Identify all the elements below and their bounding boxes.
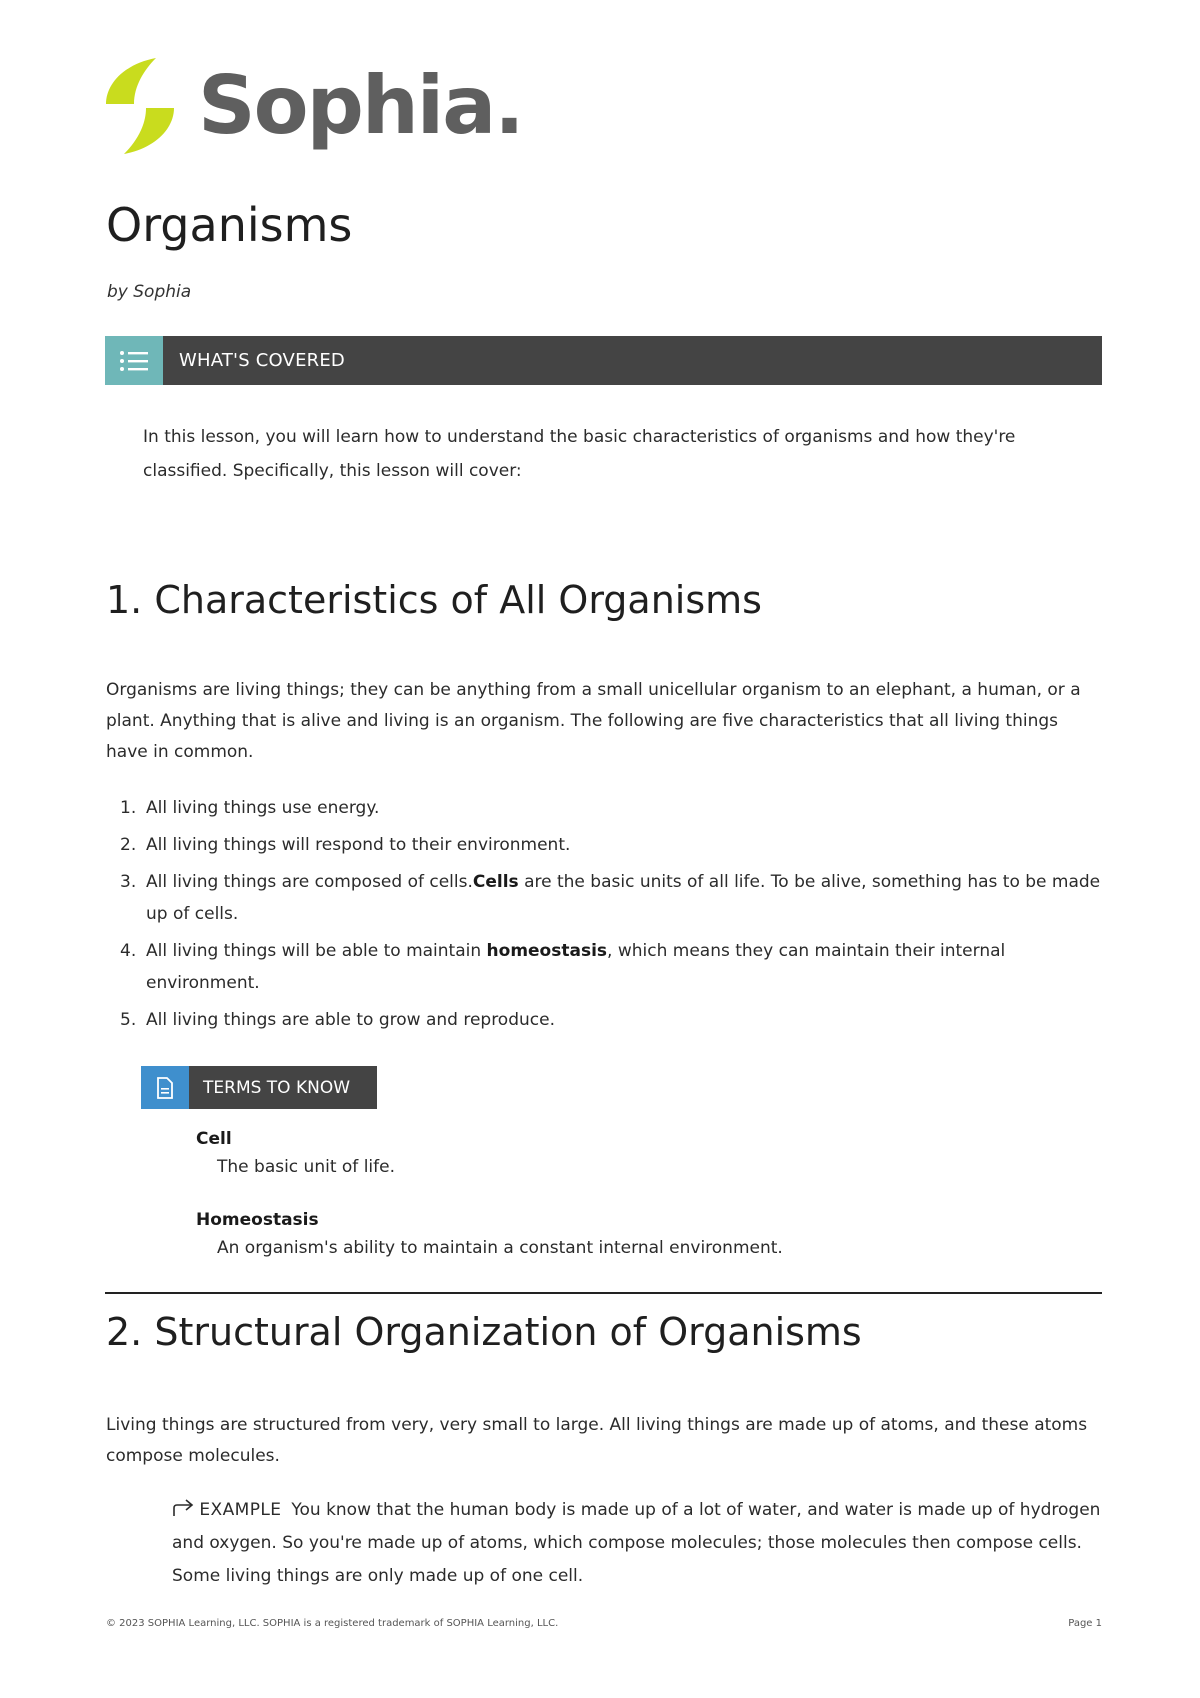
- list-item: 4. All living things will be able to maintain homeostasis, which means they can maintain their internal environment.: [120, 941, 1006, 993]
- terms-to-know-label: TERMS TO KNOW: [203, 1077, 351, 1098]
- term-definition: An organism's ability to maintain a constant internal environment.: [217, 1238, 783, 1258]
- footer-page-number: Page 1: [1068, 1618, 1102, 1629]
- list-icon: [105, 336, 163, 385]
- arrow-right-icon: [172, 1499, 194, 1517]
- term-homeostasis: homeostasis: [486, 941, 608, 961]
- byline: by Sophia: [107, 282, 192, 302]
- section-divider: [105, 1292, 1102, 1294]
- page-title: Organisms: [106, 198, 353, 252]
- logo-dot: .: [494, 59, 523, 152]
- footer-copyright: © 2023 SOPHIA Learning, LLC. SOPHIA is a registered trademark of SOPHIA Learning, LLC.: [106, 1618, 559, 1629]
- term-entry: [196, 1207, 783, 1263]
- whats-covered-label: WHAT'S COVERED: [179, 350, 345, 371]
- whats-covered-text: In this lesson, you will learn how to understand the basic characteristics of organisms and how they're classified. Specifically, this lesson will cover:: [143, 427, 1016, 481]
- example-text: You know that the human body is made up of a lot of water, and water is made up of hydrogen and oxygen. So you're made up of atoms, which compose molecules; those molecules then compose cells. Some living things are only made up of one cell.: [172, 1500, 1101, 1586]
- list-item: 5. All living things are able to grow and reproduce.: [120, 1010, 555, 1030]
- term-entry: [196, 1126, 395, 1182]
- whats-covered-banner: [105, 336, 1102, 385]
- characteristics-list: [106, 792, 1106, 1041]
- list-item: 2. All living things will respond to their environment.: [120, 835, 571, 855]
- terms-to-know-banner: [141, 1066, 377, 1109]
- section-1-heading: 1. Characteristics of All Organisms: [106, 578, 762, 622]
- list-item: 3. All living things are composed of cells.Cells are the basic units of all life. To be alive, something has to be made up of cells.: [120, 872, 1101, 924]
- document-icon: [141, 1066, 189, 1109]
- section-2-intro: Living things are structured from very, very small to large. All living things are made up of atoms, and these atoms compose molecules.: [106, 1415, 1088, 1466]
- example-tag: EXAMPLE: [199, 1500, 282, 1520]
- list-item: 1. All living things use energy.: [120, 798, 380, 818]
- section-1-intro: Organisms are living things; they can be anything from a small unicellular organism to an elephant, a human, or a plant. Anything that is alive and living is an organism. The following are five characteristics that all living things have in common.: [106, 680, 1081, 762]
- logo-wordmark: Sophia: [198, 59, 495, 152]
- sophia-logo: [104, 56, 523, 156]
- section-2-heading: 2. Structural Organization of Organisms: [106, 1310, 862, 1354]
- term-name: Homeostasis: [196, 1210, 319, 1230]
- sophia-logo-mark-icon: [104, 56, 176, 156]
- term-name: Cell: [196, 1129, 232, 1149]
- term-cells: Cells: [472, 872, 519, 892]
- term-definition: The basic unit of life.: [217, 1157, 395, 1177]
- example-callout: [172, 1494, 1102, 1593]
